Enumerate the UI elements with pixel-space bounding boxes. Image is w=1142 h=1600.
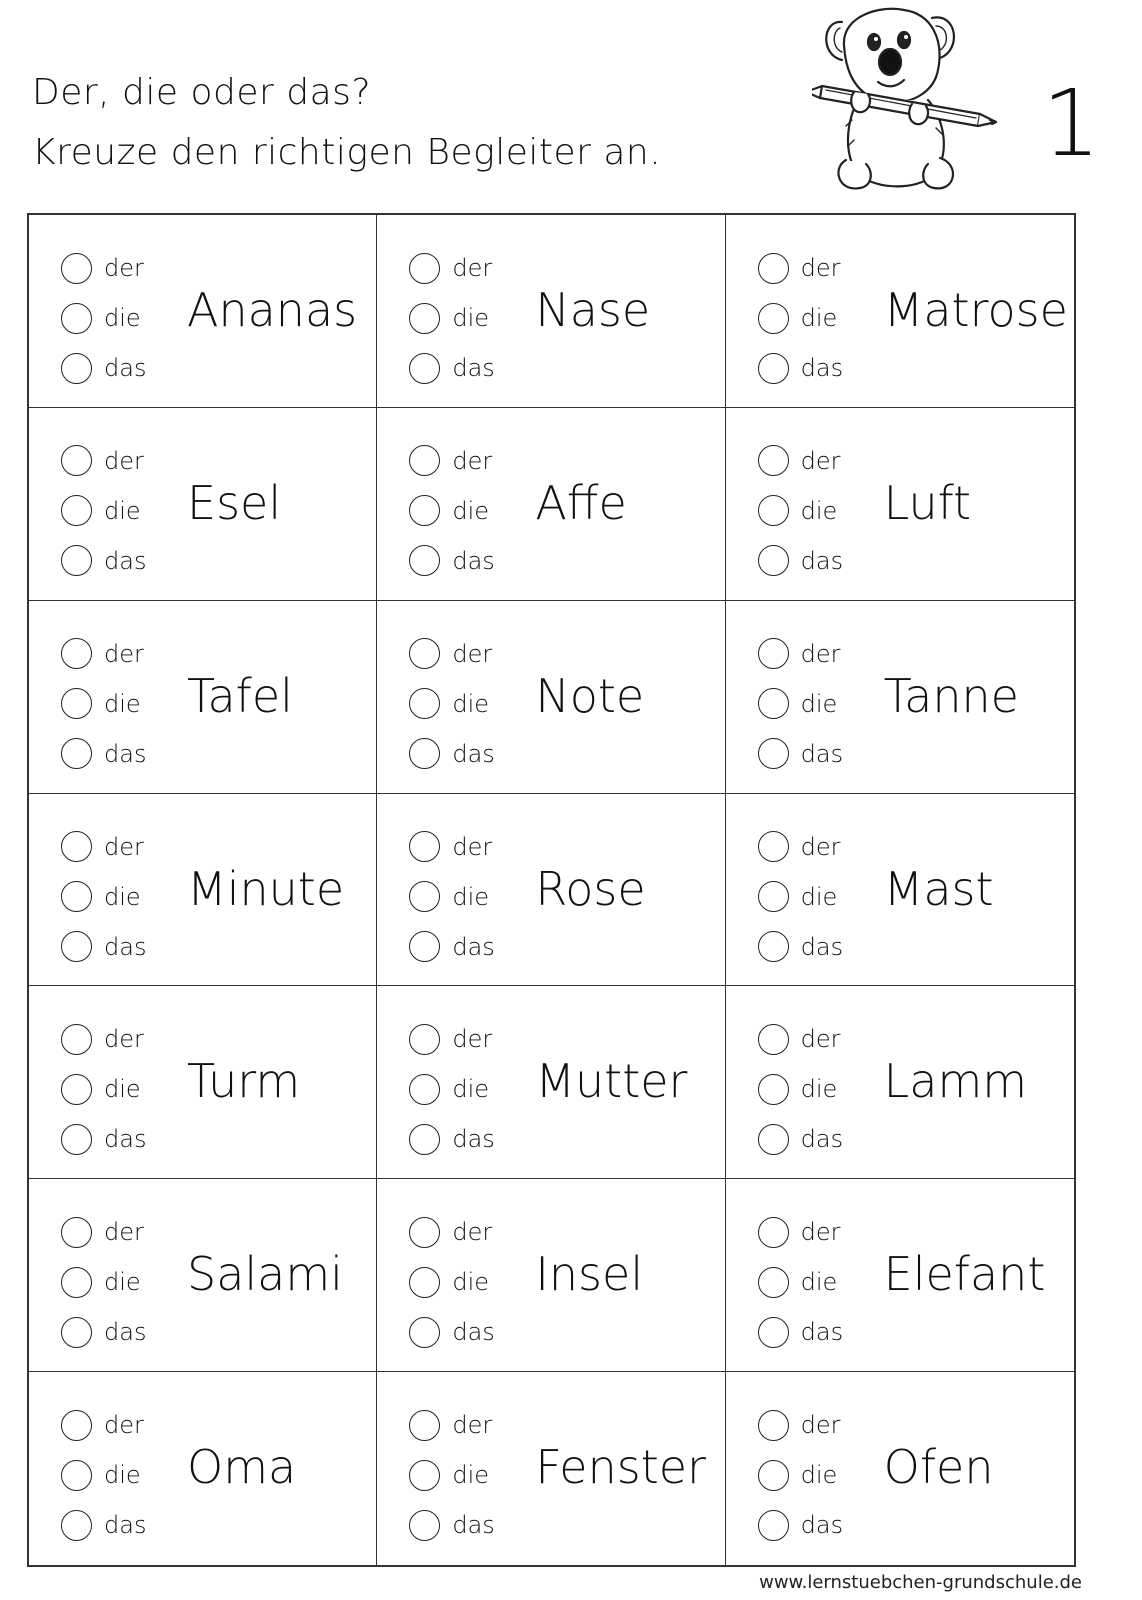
radio-circle-icon[interactable]: [61, 1267, 92, 1298]
article-option-die[interactable]: [61, 1257, 146, 1307]
radio-circle-icon[interactable]: [758, 1460, 789, 1491]
exercise-cell: [29, 408, 377, 601]
radio-circle-icon[interactable]: [758, 881, 789, 912]
article-option-die[interactable]: [758, 1064, 843, 1114]
article-label: das: [800, 932, 844, 961]
article-options: [758, 436, 843, 586]
noun-word: Fenster: [535, 1440, 706, 1495]
noun-word: Mast: [883, 861, 994, 916]
radio-circle-icon[interactable]: [409, 253, 440, 284]
article-option-der[interactable]: [409, 1400, 494, 1450]
article-option-das[interactable]: [409, 1307, 494, 1357]
radio-circle-icon[interactable]: [61, 1217, 92, 1248]
exercise-cell: [29, 1179, 377, 1372]
article-options: [758, 1207, 843, 1357]
article-option-der[interactable]: [61, 243, 146, 293]
radio-circle-icon[interactable]: [758, 1317, 789, 1348]
article-label: das: [800, 1511, 844, 1540]
article-label: das: [104, 1511, 147, 1540]
article-option-die[interactable]: [758, 486, 843, 536]
noun-word: Ananas: [187, 283, 358, 337]
noun-word: Rose: [535, 861, 646, 916]
exercise-cell: [29, 1372, 377, 1565]
article-label: das: [800, 354, 844, 382]
article-label: der: [104, 254, 144, 282]
article-label: der: [800, 254, 841, 282]
radio-circle-icon[interactable]: [61, 638, 92, 669]
noun-word: Turm: [187, 1054, 301, 1109]
noun-word: Tafel: [187, 668, 293, 723]
article-option-die[interactable]: [61, 872, 146, 922]
radio-circle-icon[interactable]: [61, 831, 92, 862]
noun-word: Insel: [535, 1247, 644, 1302]
noun-word: Note: [535, 668, 645, 723]
article-option-der[interactable]: [758, 1014, 843, 1064]
radio-circle-icon[interactable]: [758, 1410, 789, 1441]
article-option-das[interactable]: [758, 922, 843, 972]
article-option-das[interactable]: [758, 343, 843, 393]
footer-url: www.lernstuebchen-grundschule.de: [759, 1572, 1082, 1593]
article-label: das: [104, 354, 147, 382]
radio-circle-icon[interactable]: [758, 831, 789, 862]
exercise-cell: [377, 408, 725, 601]
article-label: der: [452, 446, 493, 475]
article-label: die: [452, 689, 489, 718]
radio-circle-icon[interactable]: [61, 738, 92, 769]
article-option-die[interactable]: [409, 872, 494, 922]
radio-circle-icon[interactable]: [409, 638, 440, 669]
article-option-der[interactable]: [61, 436, 146, 486]
radio-circle-icon[interactable]: [758, 1217, 789, 1248]
article-options: [409, 436, 494, 586]
article-options: [61, 436, 146, 586]
article-label: der: [800, 832, 841, 861]
radio-circle-icon[interactable]: [758, 638, 789, 669]
article-option-der[interactable]: [409, 822, 494, 872]
article-label: die: [800, 1461, 838, 1490]
article-option-der[interactable]: [758, 629, 843, 679]
article-option-das[interactable]: [61, 729, 146, 779]
exercise-cell: [377, 601, 725, 794]
article-option-das[interactable]: [758, 536, 843, 586]
article-option-die[interactable]: [61, 486, 146, 536]
radio-circle-icon[interactable]: [61, 881, 92, 912]
exercise-cell: [29, 601, 377, 794]
noun-word: Matrose: [883, 283, 1068, 337]
noun-word: Tanne: [883, 668, 1019, 723]
article-label: die: [104, 496, 141, 525]
noun-word: Salami: [187, 1247, 343, 1302]
radio-circle-icon[interactable]: [758, 1267, 789, 1298]
radio-circle-icon[interactable]: [409, 831, 440, 862]
koala-with-pencil-icon: [812, 0, 1002, 200]
radio-circle-icon[interactable]: [61, 1024, 92, 1055]
article-label: der: [800, 1411, 841, 1440]
article-option-der[interactable]: [61, 1014, 146, 1064]
article-option-der[interactable]: [409, 1014, 494, 1064]
noun-word: Lamm: [883, 1054, 1028, 1109]
exercise-cell: [726, 986, 1074, 1179]
article-option-die[interactable]: [758, 293, 843, 343]
exercise-cell: [29, 794, 377, 987]
article-label: der: [104, 639, 144, 668]
article-option-der[interactable]: [409, 243, 494, 293]
radio-circle-icon[interactable]: [409, 353, 440, 384]
noun-word: Nase: [535, 283, 651, 337]
article-label: die: [104, 304, 141, 332]
radio-circle-icon[interactable]: [61, 931, 92, 962]
radio-circle-icon[interactable]: [61, 353, 92, 384]
article-option-die[interactable]: [758, 872, 843, 922]
article-label: der: [452, 1025, 493, 1054]
article-option-die[interactable]: [61, 679, 146, 729]
article-options: [61, 629, 146, 779]
article-option-die[interactable]: [409, 486, 494, 536]
article-options: [409, 1207, 494, 1357]
article-options: [409, 243, 494, 393]
noun-word: Luft: [883, 475, 972, 530]
exercise-cell: [29, 215, 377, 408]
article-label: der: [800, 446, 841, 475]
radio-circle-icon[interactable]: [409, 1510, 440, 1541]
article-label: der: [800, 1218, 841, 1247]
article-option-die[interactable]: [758, 679, 843, 729]
radio-circle-icon[interactable]: [61, 1410, 92, 1441]
radio-circle-icon[interactable]: [409, 1124, 440, 1155]
article-option-die[interactable]: [61, 293, 146, 343]
exercise-cell: [726, 601, 1074, 794]
article-label: der: [452, 1411, 493, 1440]
article-label: die: [452, 1268, 489, 1297]
radio-circle-icon[interactable]: [758, 688, 789, 719]
radio-circle-icon[interactable]: [409, 1074, 440, 1105]
article-option-die[interactable]: [61, 1064, 146, 1114]
noun-word: Minute: [187, 861, 345, 916]
radio-circle-icon[interactable]: [409, 881, 440, 912]
article-options: [61, 1400, 146, 1550]
radio-circle-icon[interactable]: [409, 545, 440, 576]
article-label: das: [104, 546, 147, 575]
exercise-cell: [377, 986, 725, 1179]
article-label: das: [800, 546, 844, 575]
article-label: die: [104, 1268, 141, 1297]
radio-circle-icon[interactable]: [409, 1460, 440, 1491]
article-options: [409, 1014, 494, 1164]
article-option-das[interactable]: [61, 343, 146, 393]
radio-circle-icon[interactable]: [758, 303, 789, 334]
article-options: [409, 822, 494, 972]
radio-circle-icon[interactable]: [758, 1024, 789, 1055]
article-option-der[interactable]: [409, 1207, 494, 1257]
article-label: die: [452, 496, 489, 525]
exercise-cell: [377, 215, 725, 408]
instruction-line: Kreuze den richtigen Begleiter an.: [32, 132, 662, 173]
radio-circle-icon[interactable]: [61, 1124, 92, 1155]
radio-circle-icon[interactable]: [758, 738, 789, 769]
radio-circle-icon[interactable]: [61, 1074, 92, 1105]
radio-circle-icon[interactable]: [758, 445, 789, 476]
radio-circle-icon[interactable]: [61, 545, 92, 576]
exercise-cell: [377, 1372, 725, 1565]
noun-word: Affe: [535, 475, 627, 530]
article-option-der[interactable]: [758, 436, 843, 486]
article-label: der: [800, 1025, 841, 1054]
noun-word: Mutter: [535, 1054, 688, 1109]
article-label: die: [800, 1075, 838, 1104]
article-options: [61, 1207, 146, 1357]
radio-circle-icon[interactable]: [61, 445, 92, 476]
article-label: der: [104, 832, 144, 861]
radio-circle-icon[interactable]: [61, 1460, 92, 1491]
radio-circle-icon[interactable]: [409, 688, 440, 719]
article-label: die: [800, 1268, 838, 1297]
exercise-cell: [726, 1179, 1074, 1372]
article-label: die: [800, 882, 838, 911]
article-options: [409, 629, 494, 779]
article-label: der: [452, 832, 493, 861]
radio-circle-icon[interactable]: [61, 688, 92, 719]
article-label: die: [104, 1075, 141, 1104]
radio-circle-icon[interactable]: [409, 1317, 440, 1348]
radio-circle-icon[interactable]: [758, 1510, 789, 1541]
noun-word: Oma: [187, 1440, 297, 1495]
article-option-der[interactable]: [61, 822, 146, 872]
radio-circle-icon[interactable]: [758, 353, 789, 384]
article-label: der: [452, 1218, 493, 1247]
article-label: das: [452, 1125, 495, 1154]
article-label: die: [104, 689, 141, 718]
article-option-das[interactable]: [409, 536, 494, 586]
article-option-das[interactable]: [409, 1500, 494, 1550]
article-label: das: [104, 932, 147, 961]
radio-circle-icon[interactable]: [409, 1217, 440, 1248]
article-label: der: [104, 446, 144, 475]
noun-word: Esel: [187, 475, 282, 530]
radio-circle-icon[interactable]: [758, 931, 789, 962]
article-label: das: [452, 546, 495, 575]
radio-circle-icon[interactable]: [61, 303, 92, 334]
radio-circle-icon[interactable]: [409, 931, 440, 962]
article-label: die: [452, 304, 489, 332]
article-option-die[interactable]: [409, 1064, 494, 1114]
article-option-der[interactable]: [758, 1400, 843, 1450]
radio-circle-icon[interactable]: [61, 495, 92, 526]
article-label: das: [104, 739, 147, 768]
article-option-der[interactable]: [61, 1400, 146, 1450]
article-option-der[interactable]: [61, 629, 146, 679]
article-label: der: [452, 639, 493, 668]
article-label: der: [104, 1218, 144, 1247]
article-option-der[interactable]: [758, 1207, 843, 1257]
article-label: das: [800, 1318, 844, 1347]
article-option-die[interactable]: [409, 1450, 494, 1500]
article-options: [758, 822, 843, 972]
article-label: die: [800, 689, 838, 718]
article-label: der: [104, 1411, 144, 1440]
page-number: 1: [1042, 70, 1101, 177]
radio-circle-icon[interactable]: [758, 1124, 789, 1155]
article-options: [758, 1014, 843, 1164]
article-label: die: [452, 1461, 489, 1490]
exercise-cell: [377, 794, 725, 987]
radio-circle-icon[interactable]: [409, 1024, 440, 1055]
article-options: [409, 1400, 494, 1550]
article-label: die: [800, 304, 838, 332]
article-options: [61, 822, 146, 972]
article-label: der: [452, 254, 493, 282]
article-option-das[interactable]: [758, 729, 843, 779]
article-option-die[interactable]: [61, 1450, 146, 1500]
article-option-das[interactable]: [61, 1500, 146, 1550]
article-option-die[interactable]: [758, 1257, 843, 1307]
article-label: das: [452, 739, 495, 768]
article-option-das[interactable]: [409, 922, 494, 972]
article-options: [758, 1400, 843, 1550]
exercise-cell: [726, 794, 1074, 987]
radio-circle-icon[interactable]: [409, 445, 440, 476]
radio-circle-icon[interactable]: [409, 303, 440, 334]
article-label: die: [452, 1075, 489, 1104]
article-option-das[interactable]: [758, 1500, 843, 1550]
radio-circle-icon[interactable]: [409, 1267, 440, 1298]
exercise-grid: [27, 213, 1076, 1567]
article-label: die: [452, 882, 489, 911]
article-options: [758, 243, 843, 393]
article-label: das: [104, 1125, 147, 1154]
radio-circle-icon[interactable]: [61, 1510, 92, 1541]
article-option-das[interactable]: [61, 922, 146, 972]
article-option-das[interactable]: [409, 343, 494, 393]
exercise-cell: [377, 1179, 725, 1372]
radio-circle-icon[interactable]: [758, 545, 789, 576]
radio-circle-icon[interactable]: [758, 495, 789, 526]
article-label: das: [800, 739, 844, 768]
article-option-der[interactable]: [758, 822, 843, 872]
article-option-das[interactable]: [61, 1307, 146, 1357]
radio-circle-icon[interactable]: [758, 1074, 789, 1105]
radio-circle-icon[interactable]: [61, 1317, 92, 1348]
article-option-die[interactable]: [409, 293, 494, 343]
article-label: das: [452, 354, 495, 382]
article-label: der: [104, 1025, 144, 1054]
article-option-das[interactable]: [409, 729, 494, 779]
article-option-das[interactable]: [61, 536, 146, 586]
radio-circle-icon[interactable]: [61, 253, 92, 284]
article-option-die[interactable]: [409, 679, 494, 729]
article-options: [61, 243, 146, 393]
article-option-der[interactable]: [409, 436, 494, 486]
article-label: der: [800, 639, 841, 668]
article-option-das[interactable]: [758, 1114, 843, 1164]
radio-circle-icon[interactable]: [409, 738, 440, 769]
article-label: das: [452, 1318, 495, 1347]
article-options: [758, 629, 843, 779]
article-option-das[interactable]: [409, 1114, 494, 1164]
radio-circle-icon[interactable]: [409, 1410, 440, 1441]
article-option-das[interactable]: [758, 1307, 843, 1357]
article-label: das: [104, 1318, 147, 1347]
article-label: die: [800, 496, 838, 525]
exercise-cell: [726, 1372, 1074, 1565]
article-option-der[interactable]: [758, 243, 843, 293]
article-label: das: [452, 932, 495, 961]
article-option-die[interactable]: [409, 1257, 494, 1307]
exercise-cell: [726, 408, 1074, 601]
radio-circle-icon[interactable]: [758, 253, 789, 284]
radio-circle-icon[interactable]: [409, 495, 440, 526]
article-label: die: [104, 882, 141, 911]
article-label: die: [104, 1461, 141, 1490]
article-label: das: [452, 1511, 495, 1540]
article-label: das: [800, 1125, 844, 1154]
article-option-der[interactable]: [409, 629, 494, 679]
exercise-cell: [29, 986, 377, 1179]
title-line-1: Der, die oder das?: [32, 72, 372, 113]
article-option-das[interactable]: [61, 1114, 146, 1164]
noun-word: Elefant: [883, 1247, 1046, 1302]
article-options: [61, 1014, 146, 1164]
noun-word: Ofen: [883, 1440, 994, 1495]
article-option-die[interactable]: [758, 1450, 843, 1500]
article-option-der[interactable]: [61, 1207, 146, 1257]
exercise-cell: [726, 215, 1074, 408]
